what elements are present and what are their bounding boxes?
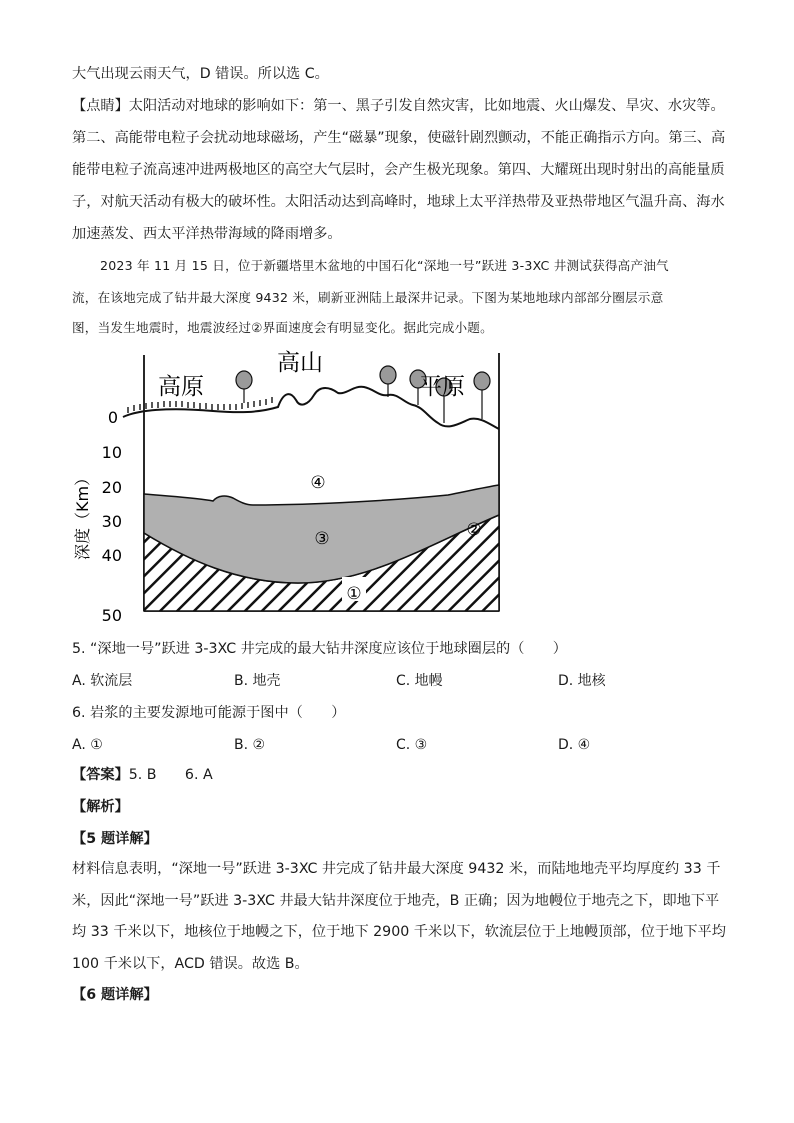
layer-3-label: ③ — [314, 529, 330, 549]
label-plain: 平原 — [419, 374, 465, 400]
layer-2-label: ② — [466, 520, 482, 540]
axis-title: 深度（Km） — [73, 469, 92, 560]
q6-option-b[interactable]: B. ② — [234, 737, 266, 753]
intro-line: 2023 年 11 月 15 日，位于新疆塔里木盆地的中国石化“深地一号”跃进 3-3XC 井测试获得高产油气 — [100, 258, 669, 273]
detail-line: 均 33 千米以下，地核位于地幔之下，位于地下 2900 千米以下，软流层位于上地幔顶部，位于地下平均 — [72, 924, 726, 940]
earth-layers-figure — [68, 345, 508, 625]
question-6-stem: 6. 岩浆的主要发源地可能源于图中（ ） — [72, 705, 346, 721]
text-line: 第二、高能带电粒子会扰动地球磁场，产生“磁暴”现象，使磁针剧烈颤动，不能正确指示方向。第三、高 — [72, 130, 726, 146]
text-line: 【点睛】太阳活动对地球的影响如下：第一、黑子引发自然灾害，比如地震、火山爆发、旱灾、水灾等。 — [72, 98, 725, 114]
q5-option-b[interactable]: B. 地壳 — [234, 673, 281, 689]
analysis-label: 【解析】 — [72, 799, 129, 815]
detail-line: 材料信息表明，“深地一号”跃进 3-3XC 井完成了钻井最大深度 9432 米，而陆地地壳平均厚度约 33 千 — [72, 861, 721, 877]
q5-option-d[interactable]: D. 地核 — [558, 673, 606, 689]
tick-label: 50 — [101, 606, 122, 625]
detail-6-label: 【6 题详解】 — [72, 987, 158, 1003]
q6-option-d[interactable]: D. ④ — [558, 737, 591, 753]
detail-5-label: 【5 题详解】 — [72, 831, 158, 847]
tick-label: 40 — [101, 546, 122, 565]
layer-1-label: ① — [346, 584, 362, 604]
tick-label: 0 — [107, 408, 118, 427]
text-line: 大气出现云雨天气，D 错误。所以选 C。 — [72, 66, 329, 82]
label-mountain: 高山 — [277, 350, 323, 376]
intro-line: 流，在该地完成了钻井最大深度 9432 米，刷新亚洲陆上最深井记录。下图为某地地球内部部分圈层示意 — [72, 290, 664, 305]
detail-line: 100 千米以下，ACD 错误。故选 B。 — [72, 956, 309, 972]
answer-line — [72, 765, 213, 785]
text-line: 能带电粒子流高速冲进两极地区的高空大气层时，会产生极光现象。第四、大耀斑出现时射出的高能量质 — [72, 162, 725, 178]
answer-text: 5. B 6. A — [128, 767, 213, 783]
answer-label: 【答案】 — [72, 767, 129, 783]
tick-label: 10 — [101, 443, 122, 462]
q6-option-c[interactable]: C. ③ — [396, 737, 428, 753]
text-line: 加速蒸发、西太平洋热带海域的降雨增多。 — [72, 226, 342, 242]
intro-line: 图，当发生地震时，地震波经过②界面速度会有明显变化。据此完成小题。 — [72, 320, 493, 335]
tick-label: 30 — [101, 512, 122, 531]
q6-option-a[interactable]: A. ① — [72, 737, 103, 753]
q5-option-c[interactable]: C. 地幔 — [396, 673, 443, 689]
q5-option-a[interactable]: A. 软流层 — [72, 673, 133, 689]
question-5-stem: 5. “深地一号”跃进 3-3XC 井完成的最大钻井深度应该位于地球圈层的（ ） — [72, 641, 567, 657]
tick-label: 20 — [101, 478, 122, 497]
label-plateau: 高原 — [158, 374, 204, 400]
text-line: 子，对航天活动有极大的破坏性。太阳活动达到高峰时，地球上太平洋热带及亚热带地区气温升高、海水 — [72, 194, 725, 210]
layer-4-label: ④ — [310, 473, 326, 493]
detail-line: 米，因此“深地一号”跃进 3-3XC 井最大钻井深度位于地壳，B 正确；因为地幔位于地壳之下，即地下平 — [72, 893, 720, 909]
